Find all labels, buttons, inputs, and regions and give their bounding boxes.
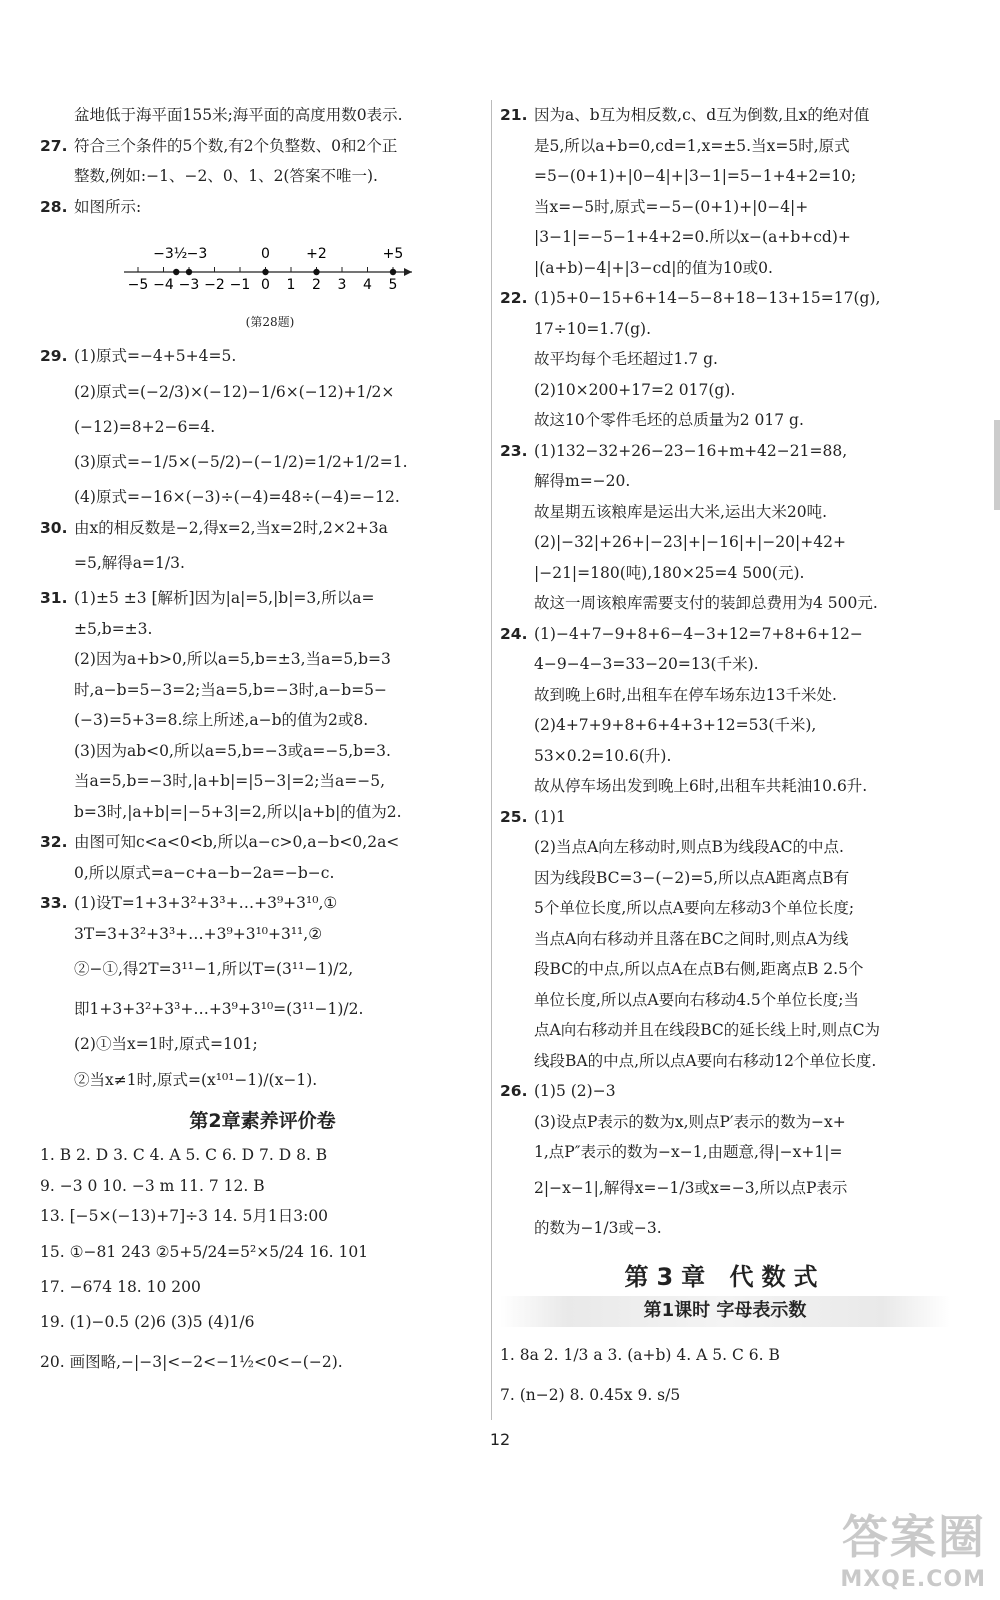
tick-label: 4 xyxy=(363,277,372,293)
answer-line xyxy=(40,583,485,614)
answer-line xyxy=(500,1015,950,1046)
answer-line xyxy=(40,543,485,583)
answer-text: ±5,b=±3. xyxy=(74,619,153,638)
edge-mark xyxy=(994,420,1000,510)
answer-text: 故从停车场出发到晚上6时,出租车共耗油10.6升. xyxy=(534,777,868,795)
answer-line xyxy=(40,919,485,950)
point-marker xyxy=(390,269,396,275)
answer-line xyxy=(40,1060,485,1100)
answer-text: 2|−x−1|,解得x=−1/3或x=−3,所以点P表示 xyxy=(534,1178,848,1197)
question-number: 29. xyxy=(40,347,68,365)
answer-text: 0,所以原式=a−c+a−b−2a=−b−c. xyxy=(74,863,335,882)
answer-text: 19. (1)−0.5 (2)6 (3)5 (4)1/6 xyxy=(40,1313,255,1331)
question-number: 28. xyxy=(40,197,68,216)
question-number: 26. xyxy=(500,1082,528,1100)
answer-text: 符合三个条件的5个数,有2个负整数、0和2个正 xyxy=(74,136,398,155)
answer-text: 单位长度,所以点A要向右移动4.5个单位长度;当 xyxy=(534,990,859,1009)
answer-line xyxy=(40,766,485,797)
answer-text: (2)4+7+9+8+6+4+3+12=53(千米), xyxy=(534,716,817,734)
answer-text: 13. [−5×(−13)+7]÷3 14. 5月1日3:00 xyxy=(40,1207,329,1225)
answer-line xyxy=(500,619,950,650)
answer-text: 当点A向右移动并且落在BC之间时,则点A为线 xyxy=(534,929,849,948)
answer-line xyxy=(40,131,485,162)
answer-text: (3)原式=−1/5×(−5/2)−(−1/2)=1/2+1/2=1. xyxy=(74,453,408,471)
answer-text: 故到晚上6时,出租车在停车场东边13千米处. xyxy=(534,685,837,704)
answer-line xyxy=(40,644,485,675)
question-number: 22. xyxy=(500,289,528,307)
number-line-figure xyxy=(120,222,485,337)
answer-line xyxy=(500,954,950,985)
point-label: −3 xyxy=(186,246,208,262)
answer-line xyxy=(40,1140,485,1171)
answer-text: (1)设T=1+3+3²+3³+…+3⁹+3¹⁰,① xyxy=(74,894,338,912)
answer-text: 由图可知c<a<0<b,所以a−c>0,a−b<0,2a< xyxy=(74,833,400,851)
answer-text: 1,点P″表示的数为−x−1,由题意,得|−x+1|= xyxy=(534,1143,843,1161)
answer-text: 的数为−1/3或−3. xyxy=(534,1218,662,1237)
answer-text: 5个单位长度,所以点A要向左移动3个单位长度; xyxy=(534,899,855,917)
tick-label: −5 xyxy=(127,277,149,293)
answer-text: (1)原式=−4+5+4=5. xyxy=(74,347,237,365)
answer-line xyxy=(500,436,950,467)
answer-text: =5−(0+1)+|0−4|+|3−1|=5−1+4+2=10; xyxy=(534,167,857,185)
answer-text: (−3)=5+3=8.综上所述,a−b的值为2或8. xyxy=(74,711,369,729)
answer-text: 如图所示: xyxy=(74,197,142,216)
answer-line xyxy=(500,1046,950,1077)
answer-line xyxy=(40,372,485,412)
answer-line xyxy=(40,1201,485,1232)
answer-text: 故平均每个毛坯超过1.7 g. xyxy=(534,350,718,368)
answer-line xyxy=(40,989,485,1029)
answer-line xyxy=(500,375,950,406)
tick-label: −4 xyxy=(153,277,174,293)
answer-line xyxy=(40,100,485,131)
answer-line xyxy=(500,527,950,558)
answer-line xyxy=(500,497,950,528)
answer-text: 解得m=−20. xyxy=(534,472,631,490)
answer-line xyxy=(500,1168,950,1208)
answer-text: 当x=−5时,原式=−5−(0+1)+|0−4|+ xyxy=(534,197,809,216)
answer-text: 1. B 2. D 3. C 4. A 5. C 6. D 7. D 8. B xyxy=(40,1146,328,1164)
answer-line xyxy=(40,858,485,889)
answer-text: 4−9−4−3=33−20=13(千米). xyxy=(534,655,759,673)
figure-caption: (第28题) xyxy=(245,314,295,329)
answer-text: 17÷10=1.7(g). xyxy=(534,319,652,338)
answer-line xyxy=(500,771,950,802)
answer-line xyxy=(40,341,485,372)
answer-line xyxy=(40,949,485,989)
answer-text: 因为a、b互为相反数,c、d互为倒数,且x的绝对值 xyxy=(534,106,870,124)
answer-text: 9. −3 0 10. −3 m 11. 7 12. B xyxy=(40,1176,265,1195)
answer-text: 当a=5,b=−3时,|a+b|=|5−3|=2;当a=−5, xyxy=(74,772,386,790)
answer-text: 整数,例如:−1、−2、0、1、2(答案不唯一). xyxy=(74,167,378,185)
answer-text: ②当x≠1时,原式=(x¹⁰¹−1)/(x−1). xyxy=(74,1070,318,1089)
answer-line xyxy=(40,1342,485,1382)
answer-text: 由x的相反数是−2,得x=2,当x=2时,2×2+3a xyxy=(74,518,388,537)
chapter2-title: 第2章素养评价卷 xyxy=(189,1109,336,1132)
answer-line xyxy=(500,192,950,223)
point-marker xyxy=(313,269,319,275)
question-number: 32. xyxy=(40,833,68,851)
answer-line xyxy=(500,1076,950,1107)
answer-line xyxy=(500,466,950,497)
answer-line xyxy=(500,222,950,253)
answer-text: 盆地低于海平面155米;海平面的高度用数0表示. xyxy=(74,106,403,124)
answer-text: 是5,所以a+b=0,cd=1,x=±5.当x=5时,原式 xyxy=(534,136,850,155)
answer-line xyxy=(40,614,485,645)
right-column xyxy=(500,100,950,1415)
answer-line xyxy=(500,314,950,345)
answer-line xyxy=(40,482,485,513)
answer-line xyxy=(500,283,950,314)
answer-text: (2)10×200+17=2 017(g). xyxy=(534,380,736,399)
answer-text: (2)原式=(−2/3)×(−12)−1/6×(−12)+1/2× xyxy=(74,382,395,401)
answer-text: 点A向右移动并且在线段BC的延长线上时,则点C为 xyxy=(534,1021,881,1039)
answer-line xyxy=(500,1137,950,1168)
answer-text: (1)1 xyxy=(534,807,566,826)
tick-label: −1 xyxy=(229,277,251,293)
arrow-icon xyxy=(404,268,412,276)
point-label: +5 xyxy=(382,246,404,262)
answer-line xyxy=(40,161,485,192)
answer-text: (1)5 (2)−3 xyxy=(534,1082,616,1100)
tick-label: 2 xyxy=(312,277,321,293)
question-number: 27. xyxy=(40,136,68,155)
watermark-logo-text: 答案圈 xyxy=(842,1510,986,1564)
answer-line xyxy=(500,924,950,955)
answer-text: 线段BA的中点,所以点A要向右移动12个单位长度. xyxy=(534,1051,877,1070)
answer-line xyxy=(40,442,485,482)
answer-line xyxy=(500,893,950,924)
answer-line xyxy=(40,675,485,706)
answer-text: (1)±5 ±3 [解析]因为|a|=5,|b|=3,所以a= xyxy=(74,589,375,607)
answer-line xyxy=(500,985,950,1016)
answer-text: 7. (n−2) 8. 0.45x 9. s/5 xyxy=(500,1385,681,1404)
question-number: 30. xyxy=(40,518,68,537)
answer-line xyxy=(500,253,950,284)
left-column xyxy=(40,100,485,1382)
answer-text: 53×0.2=10.6(升). xyxy=(534,746,672,765)
answer-line xyxy=(40,513,485,544)
answer-line xyxy=(40,412,485,443)
answer-line xyxy=(40,1171,485,1202)
answer-text: |(a+b)−4|+|3−cd|的值为10或0. xyxy=(534,258,773,277)
answer-text: 17. −674 18. 10 200 xyxy=(40,1277,201,1296)
tick-label: −3 xyxy=(178,277,200,293)
answer-text: 故星期五该粮库是运出大米,运出大米20吨. xyxy=(534,502,828,521)
question-number: 21. xyxy=(500,106,528,124)
answer-text: 因为线段BC=3−(−2)=5,所以点A距离点B有 xyxy=(534,868,850,887)
chapter3-title: 第3章 代数式 xyxy=(624,1262,826,1291)
answer-text: 故这10个零件毛坯的总质量为2 017 g. xyxy=(534,411,804,429)
answer-text: 段BC的中点,所以点A在点B右侧,距离点B 2.5个 xyxy=(534,960,864,978)
lesson-title: 第1课时 字母表示数 xyxy=(500,1296,950,1327)
answer-line xyxy=(500,710,950,741)
point-marker xyxy=(262,269,268,275)
answer-line xyxy=(40,827,485,858)
tick-label: 5 xyxy=(388,277,398,293)
point-label: 0 xyxy=(261,246,270,262)
answer-line xyxy=(500,588,950,619)
answer-line xyxy=(500,741,950,772)
answer-text: 15. ①−81 243 ②5+5/24=5²×5/24 16. 101 xyxy=(40,1242,369,1261)
answer-text: (3)因为ab<0,所以a=5,b=−3或a=−5,b=3. xyxy=(74,741,391,760)
answer-line xyxy=(500,405,950,436)
answer-text: 3T=3+3²+3³+…+3⁹+3¹⁰+3¹¹,② xyxy=(74,924,323,943)
answer-text: 故这一周该粮库需要支付的装卸总费用为4 500元. xyxy=(534,594,878,612)
answer-text: (1)−4+7−9+8+6−4−3+12=7+8+6+12− xyxy=(534,624,863,643)
answer-text: b=3时,|a+b|=|−5+3|=2,所以|a+b|的值为2. xyxy=(74,802,402,821)
answer-text: 20. 画图略,−|−3|<−2<−1½<0<−(−2). xyxy=(40,1353,343,1371)
answer-text: |3−1|=−5−1+4+2=0.所以x−(a+b+cd)+ xyxy=(534,228,851,246)
tick-label: 3 xyxy=(337,277,347,293)
answer-text: 即1+3+3²+3³+…+3⁹+3¹⁰=(3¹¹−1)/2. xyxy=(74,1000,364,1018)
answer-text: (1)132−32+26−23−16+m+42−21=88, xyxy=(534,441,848,460)
answer-text: =5,解得a=1/3. xyxy=(74,554,185,572)
answer-line xyxy=(40,1272,485,1303)
question-number: 24. xyxy=(500,624,528,643)
answer-text: 1. 8a 2. 1/3 a 3. (a+b) 4. A 5. C 6. B xyxy=(500,1345,780,1364)
answer-line xyxy=(40,1302,485,1342)
answer-text: (3)设点P表示的数为x,则点P′表示的数为−x+ xyxy=(534,1112,846,1131)
answer-line xyxy=(40,797,485,828)
answer-text: (2)因为a+b>0,所以a=5,b=±3,当a=5,b=3 xyxy=(74,650,391,668)
answer-line xyxy=(500,131,950,162)
watermark-url: MXQE.COM xyxy=(840,1567,986,1592)
answer-line xyxy=(40,1232,485,1272)
answer-text: (2)当点A向左移动时,则点B为线段AC的中点. xyxy=(534,838,844,856)
answer-line xyxy=(500,680,950,711)
page-number: 12 xyxy=(489,1430,511,1449)
answer-line xyxy=(500,649,950,680)
watermark xyxy=(840,1501,986,1592)
answer-text: (−12)=8+2−6=4. xyxy=(74,417,216,436)
question-number: 23. xyxy=(500,441,528,460)
column-divider xyxy=(491,100,492,1420)
point-marker xyxy=(173,269,179,275)
answer-text: (4)原式=−16×(−3)÷(−4)=48÷(−4)=−12. xyxy=(74,488,400,506)
point-label: +2 xyxy=(306,246,327,262)
answer-line xyxy=(500,863,950,894)
answer-line xyxy=(40,736,485,767)
point-label: −3½ xyxy=(153,246,188,262)
answer-line xyxy=(500,344,950,375)
answer-line xyxy=(500,832,950,863)
answer-line xyxy=(40,1029,485,1060)
number-line xyxy=(120,222,420,300)
question-number: 31. xyxy=(40,589,68,607)
answer-line xyxy=(500,1107,950,1138)
answer-line xyxy=(500,100,950,131)
tick-label: −2 xyxy=(204,277,225,293)
answer-line xyxy=(500,1335,950,1375)
answer-text: |−21|=180(吨),180×25=4 500(元). xyxy=(534,563,805,582)
answer-line xyxy=(500,161,950,192)
question-number: 25. xyxy=(500,807,528,826)
tick-label: 0 xyxy=(261,277,270,293)
answer-line xyxy=(40,192,485,223)
answer-text: (2)①当x=1时,原式=101; xyxy=(74,1035,258,1053)
question-number: 33. xyxy=(40,894,68,912)
answer-line xyxy=(40,705,485,736)
answer-text: (1)5+0−15+6+14−5−8+18−13+15=17(g), xyxy=(534,289,881,307)
answer-line xyxy=(500,1208,950,1248)
answer-line xyxy=(40,888,485,919)
answer-line xyxy=(500,558,950,589)
answer-text: ②−①,得2T=3¹¹−1,所以T=(3¹¹−1)/2, xyxy=(74,960,354,978)
answer-line xyxy=(500,1375,950,1415)
answer-text: 时,a−b=5−3=2;当a=5,b=−3时,a−b=5− xyxy=(74,680,388,699)
point-marker xyxy=(186,269,192,275)
tick-label: 1 xyxy=(286,277,296,293)
answer-text: (2)|−32|+26+|−23|+|−16|+|−20|+42+ xyxy=(534,533,846,551)
answer-line xyxy=(500,802,950,833)
